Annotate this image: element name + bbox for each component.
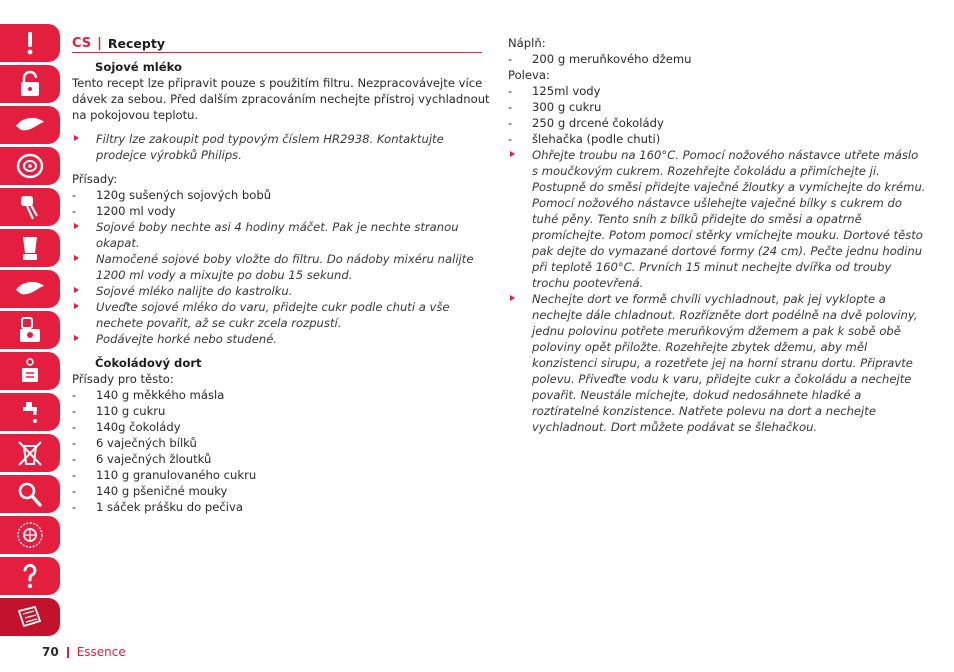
list-item: - 140g čokolády: [72, 419, 492, 435]
step-item: Ohřejte troubu na 160°C. Pomocí nožového nástavce utřete máslo s moučkovým cukrem. Rozehřejte čokoládu a přimíchejte ji. Postupně do směsi přidejte vaječné žloutky a vymíchejte do krému. Pomocí nožového nástavce ušlehejte vaječné bílky s cukrem do tuhé pěny. Tento sníh z bílků přidejte do směsi a opatrně promíchejte. Potom pomocí stěrky vmíchejte mouku. Dortové těsto pak dejte do vymazané dortové formy (24 cm). Pečte jednu hodinu při teplotě 160°C. Prvních 15 minut nechejte dvířka od trouby trochu pootevřená.: [508, 147, 926, 291]
step-item: Uveďte sojové mléko do varu, přidejte cukr podle chuti a vše nechete povařit, až se cukr zcela rozpustí.: [72, 299, 492, 331]
recipe-title-soy-milk: Sojové mléko: [95, 60, 182, 74]
no-disposal-icon[interactable]: [0, 434, 60, 472]
list-item: - šlehačka (podle chuti): [508, 131, 926, 147]
recipe-title-chocolate-cake: Čokoládový dort: [95, 356, 202, 370]
recycle-icon[interactable]: [0, 352, 60, 390]
whisk-icon[interactable]: [0, 188, 60, 226]
leaf-icon-2[interactable]: [0, 270, 60, 308]
list-item: - 250 g drcené čokolády: [508, 115, 926, 131]
tap-icon[interactable]: [0, 393, 60, 431]
ingredients-label: Přísady:: [72, 172, 118, 186]
dough-label: Přísady pro těsto:: [72, 372, 174, 386]
list-item: - 140 g pšeničné mouky: [72, 483, 492, 499]
question-icon[interactable]: [0, 557, 60, 595]
list-item: - 140 g měkkého másla: [72, 387, 492, 403]
step-item: Sojové boby nechte asi 4 hodiny máčet. Pak je nechte stranou okapat.: [72, 219, 492, 251]
blender-jar-icon[interactable]: [0, 229, 60, 267]
unlock-icon[interactable]: [0, 65, 60, 103]
section-title: Recepty: [107, 35, 165, 51]
intro-paragraph: Tento recept lze připravit pouze s použitím filtru. Nezpracovávejte více dávek za sebou. Před dalším zpracováním nechejte přístroj vychladnout na pokojovou teplotu.: [72, 76, 490, 122]
list-item: - 6 vaječných žloutků: [72, 451, 492, 467]
product-name: Essence: [76, 645, 126, 659]
list-item: - 300 g cukru: [508, 99, 926, 115]
left-column: [72, 59, 492, 515]
note-filters: Filtry lze zakoupit pod typovým číslem HR2938. Kontaktujte prodejce výrobků Philips.: [72, 131, 492, 163]
footer-separator: [67, 647, 69, 658]
step-item: Namočené sojové boby vložte do filtru. Do nádoby mixéru nalijte 1200 ml vody a mixujte po dobu 15 sekund.: [72, 251, 492, 283]
exclamation-icon[interactable]: [0, 24, 60, 62]
magnifier-icon[interactable]: [0, 475, 60, 513]
recipe-book-icon[interactable]: [0, 598, 60, 636]
header-separator: |: [97, 35, 102, 51]
right-column: [508, 35, 926, 435]
step-item: Nechejte dort ve formě chvíli vychladnout, pak jej vyklopte a nechejte dále chladnout. Rozřízněte dort podélně na dvě poloviny, jednu polovinu potřete meruňkovým džemem a pak k sobě obě poloviny opět přiložte. Rozehřejte zbytek džemu, aby měl konzistenci sirupu, a rozetřete jej na horní stranu dortu. Připravte polevu. Přiveďte vodu k varu, přidejte cukr a čokoládu a nechejte povařit. Neustále míchejte, dokud nedosáhnete hladké a roztíratelné konzistence. Natřete polevu na dort a nechejte vychladnout. Dort můžete podávat se šlehačkou.: [508, 291, 926, 435]
list-item: - 1200 ml vody: [72, 203, 492, 219]
leaf-icon[interactable]: [0, 106, 60, 144]
page-footer: [42, 644, 126, 660]
list-item: - 120g sušených sojových bobů: [72, 187, 492, 203]
list-item: - 200 g meruňkového džemu: [508, 51, 926, 67]
language-code: CS: [72, 35, 92, 51]
list-item: - 110 g cukru: [72, 403, 492, 419]
page-header: [72, 34, 482, 53]
list-item: - 125ml vody: [508, 83, 926, 99]
page-number: 70: [42, 645, 59, 659]
glaze-label: Poleva:: [508, 68, 550, 82]
appliance-icon[interactable]: [0, 311, 60, 349]
step-item: Sojové mléko nalijte do kastrolku.: [72, 283, 492, 299]
guarantee-icon[interactable]: [0, 516, 60, 554]
list-item: - 110 g granulovaného cukru: [72, 467, 492, 483]
disc-icon[interactable]: [0, 147, 60, 185]
list-item: - 6 vaječných bílků: [72, 435, 492, 451]
list-item: - 1 sáček prášku do pečiva: [72, 499, 492, 515]
step-item: Podávejte horké nebo studené.: [72, 331, 492, 347]
filling-label: Náplň:: [508, 36, 546, 50]
